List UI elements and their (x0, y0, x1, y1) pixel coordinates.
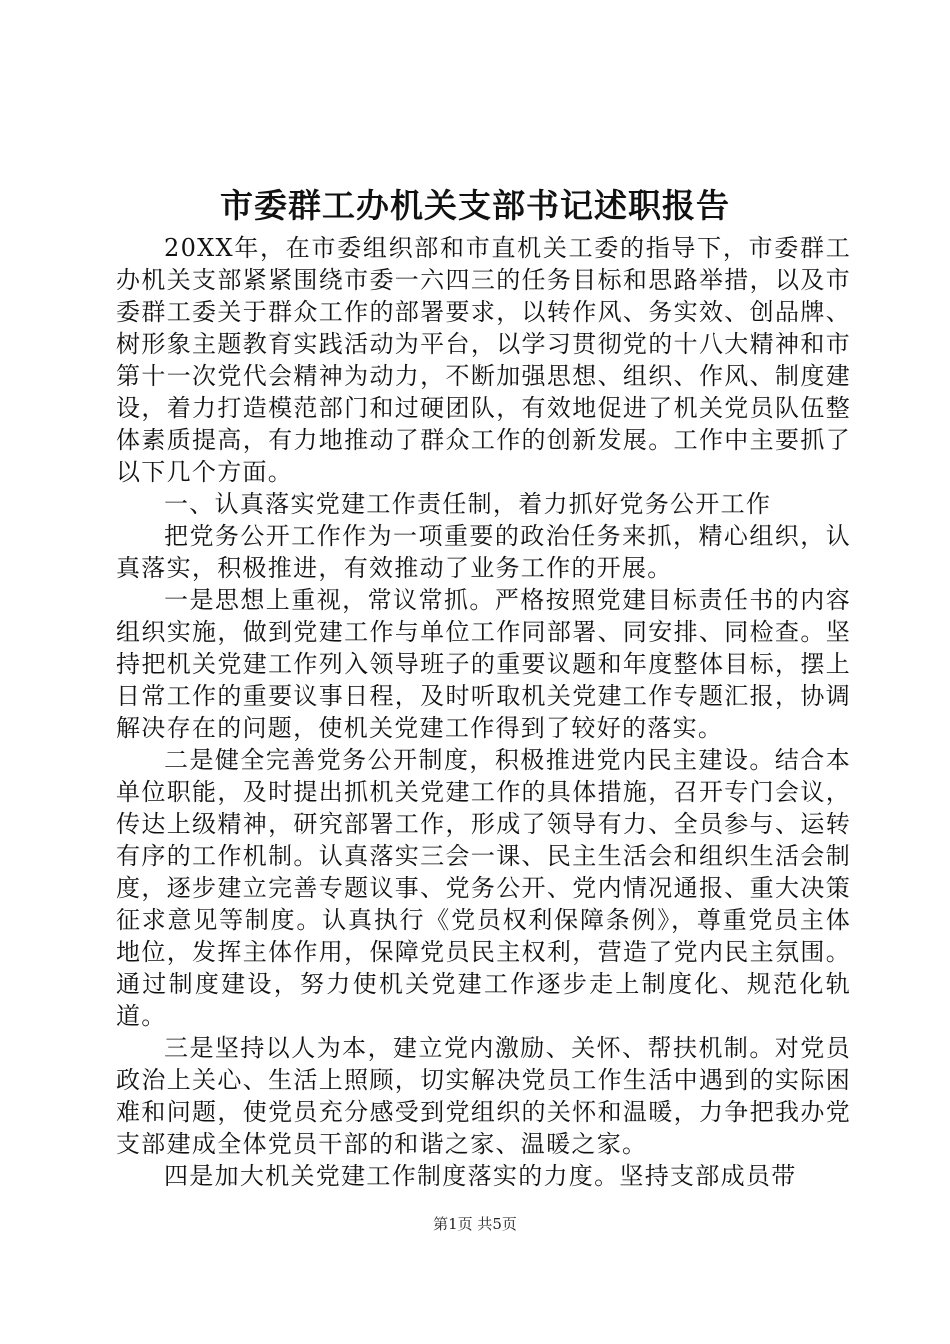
section-heading-1: 一、认真落实党建工作责任制，着力抓好党务公开工作 (164, 490, 772, 518)
paragraph-point-3: 三是坚持以人为本，建立党内激励、关怀、帮扶机制。对党员政治上关心、生活上照顾，切实解决党员工作生活中遇到的实际困难和问题，使党员充分感受到党组织的关怀和温暖，力争把我办党支部建成全体党员干部的和谐之家、温暖之家。 (116, 1034, 851, 1158)
paragraph-point-4: 四是加大机关党建工作制度落实的力度。坚持支部成员带 (164, 1162, 797, 1190)
paragraph-section-1-summary: 把党务公开工作作为一项重要的政治任务来抓，精心组织，认真落实，积极推进，有效推动了业务工作的开展。 (116, 522, 851, 582)
document-title: 市委群工办机关支部书记述职报告 (220, 186, 730, 225)
paragraph-intro: 20XX年，在市委组织部和市直机关工委的指导下，市委群工办机关支部紧紧围绕市委一六四三的任务目标和思路举措，以及市委群工委关于群众工作的部署要求，以转作风、务实效、创品牌、树形象主题教育实践活动为平台，以学习贯彻党的十八大精神和市第十一次党代会精神为动力，不断加强思想、组织、作风、制度建设，着力打造模范部门和过硬团队，有效地促进了机关党员队伍整体素质提高，有力地推动了群众工作的创新发展。工作中主要抓了以下几个方面。 (116, 234, 851, 486)
page-number-footer: 第1页 共5页 (433, 1215, 517, 1233)
document-body (116, 232, 851, 1192)
paragraph-point-1: 一是思想上重视，常议常抓。严格按照党建目标责任书的内容组织实施，做到党建工作与单位工作同部署、同安排、同检查。坚持把机关党建工作列入领导班子的重要议题和年度整体目标，摆上日常工作的重要议事日程，及时听取机关党建工作专题汇报，协调解决存在的问题，使机关党建工作得到了较好的落实。 (116, 586, 851, 742)
paragraph-point-2: 二是健全完善党务公开制度，积极推进党内民主建设。结合本单位职能，及时提出抓机关党建工作的具体措施，召开专门会议，传达上级精神，研究部署工作，形成了领导有力、全员参与、运转有序的工作机制。认真落实三会一课、民主生活会和组织生活会制度，逐步建立完善专题议事、党务公开、党内情况通报、重大决策征求意见等制度。认真执行《党员权利保障条例》，尊重党员主体地位，发挥主体作用，保障党员民主权利，营造了党内民主氛围。通过制度建设，努力使机关党建工作逐步走上制度化、规范化轨道。 (116, 746, 851, 1030)
